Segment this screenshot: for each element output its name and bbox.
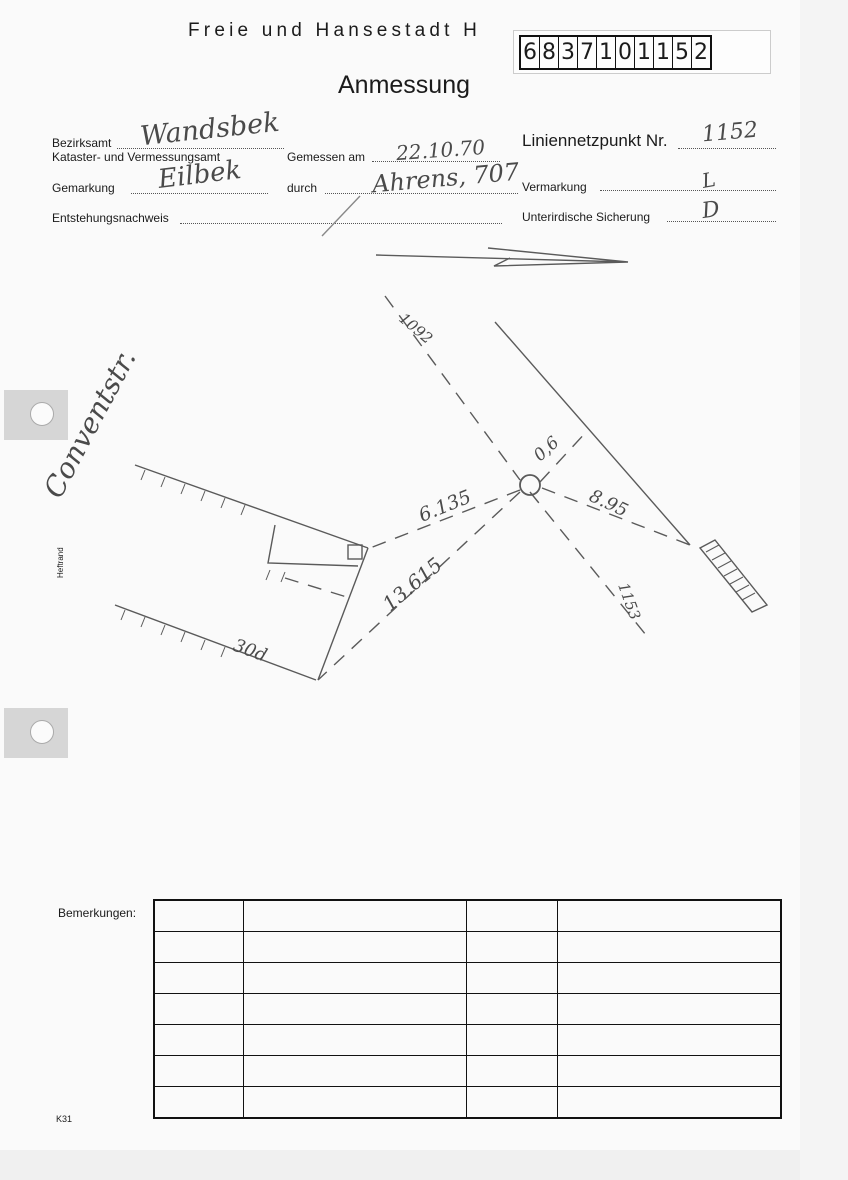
table-cell [557,1055,781,1086]
stamp-digit: 3 [559,37,578,68]
heftrand-label: Heftrand [56,547,65,578]
cancel-stroke [322,196,360,236]
label-1153: 1153 [614,580,645,623]
stamp-digit: 1 [654,37,673,68]
liniennetzpunkt-value: 1152 [701,117,759,148]
remarks-label: Bemerkungen: [58,906,137,920]
bezirksamt-label: Bezirksamt [52,136,112,150]
table-cell [466,1024,557,1055]
table-row [154,1086,781,1118]
boundary-line-lower [115,605,316,680]
label-6-135: 6.135 [415,485,475,527]
table-cell [243,932,466,963]
stamp-digit: 8 [540,37,559,68]
unterirdische-sicherung-label: Unterirdische Sicherung [522,210,651,224]
label-8-95: 8.95 [585,485,632,522]
table-cell [154,900,243,932]
table-cell [466,993,557,1024]
gemessen-am-value: 22.10.70 [395,134,486,166]
building-corner-mark [348,545,362,559]
table-cell [154,962,243,993]
remarks-table [153,899,782,1119]
table-cell [154,1055,243,1086]
scan-margin-right [800,0,848,1180]
stamp-digit: 1 [635,37,654,68]
table-cell [557,962,781,993]
building-outline [268,525,358,566]
document-title: Anmessung [338,71,471,99]
boundary-line-upper [135,465,368,548]
table-cell [243,1024,466,1055]
gemarkung-value: Eilbek [156,155,243,195]
north-arrow-icon [376,248,628,266]
table-cell [154,932,243,963]
table-cell [557,1024,781,1055]
table-cell [557,993,781,1024]
vermarkung-label: Vermarkung [522,180,587,194]
stamp-digit: 7 [578,37,597,68]
table-cell [557,932,781,963]
table-cell [466,900,557,932]
label-13-615: 13.615 [377,552,447,616]
reference-line [495,322,690,545]
table-cell [243,1086,466,1118]
bezirksamt-value: Wandsbek [138,106,281,153]
stamp-digit: 2 [694,40,708,65]
table-cell [557,900,781,932]
table-cell [243,962,466,993]
table-row [154,962,781,993]
gemarkung-label: Gemarkung [52,181,115,195]
street-name-label: Conventstr. [37,344,143,504]
table-row [154,900,781,932]
table-cell [466,962,557,993]
table-cell [243,993,466,1024]
table-cell [557,1086,781,1118]
unterirdische-sicherung-value: D [700,196,722,225]
table-cell [243,1055,466,1086]
table-cell [243,900,466,932]
vermarkung-value: L [700,167,718,193]
kataster-label: Kataster- und Vermessungsamt [52,150,221,164]
table-cell [466,1055,557,1086]
scan-margin-bottom [0,1150,800,1180]
form-code: K31 [56,1114,73,1124]
table-cell [466,1086,557,1118]
table-cell [154,993,243,1024]
liniennetzpunkt-label: Liniennetzpunkt Nr. [522,131,668,150]
stamp-digit: 1 [597,37,616,68]
label-1092: 1092 [395,309,437,348]
durch-label: durch [287,181,318,195]
table-row [154,1024,781,1055]
label-30d: 30d [230,634,270,667]
stamp-digit: 5 [673,37,692,68]
dashed-building-line [285,578,350,598]
durch-value: Ahrens, 707 [371,157,521,199]
table-cell [154,1086,243,1118]
table-row [154,932,781,963]
stamp-digit: 0 [616,37,635,68]
building-edge [318,548,368,680]
entstehungsnachweis-label: Entstehungsnachweis [52,211,169,225]
table-row [154,993,781,1024]
table-cell [466,932,557,963]
label-0-6: 0,6 [529,432,564,466]
authority-header: Freie und Hansestadt H [188,20,482,41]
table-row [154,1055,781,1086]
table-cell [154,1024,243,1055]
wall-hatch-icon [700,540,767,612]
stamp-digit: 6 [521,37,540,68]
gemessen-am-label: Gemessen am [287,150,366,164]
